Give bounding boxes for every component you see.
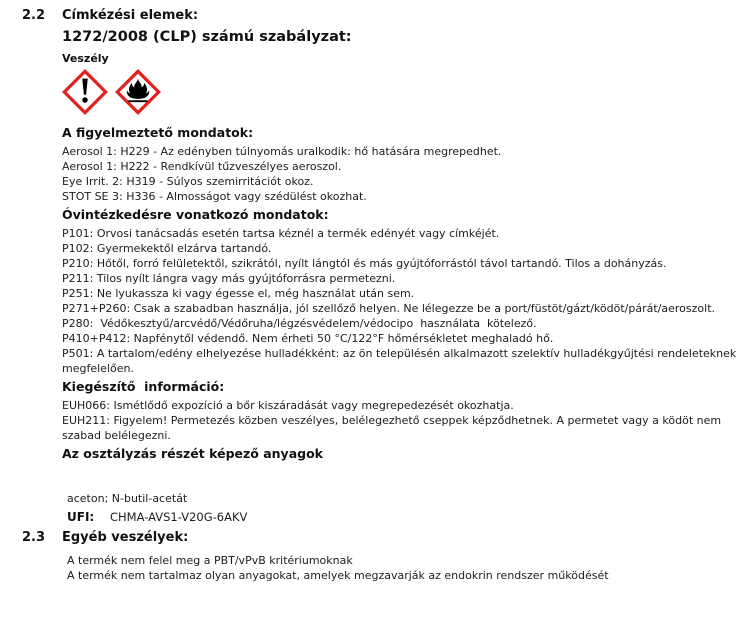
hazard-statement-h336: STOT SE 3: H336 - Almosságot vagy szédülést okozhat. xyxy=(62,190,367,203)
supplemental-info-heading: Kiegészítő információ: xyxy=(62,379,225,394)
precaution-statement-p271-p260: P271+P260: Csak a szabadban használja, jól szellőző helyen. Ne lélegezze be a port/füstöt/gázt/ködöt/párát/aeroszolt. xyxy=(62,302,716,315)
precaution-statements-heading: Óvintézkedésre vonatkozó mondatok: xyxy=(62,207,329,222)
section-2-2-number: 2.2 xyxy=(22,8,46,23)
ufi-code: CHMA-AVS1-V20G-6AKV xyxy=(110,510,248,524)
hazard-statement-h319: Eye Irrit. 2: H319 - Súlyos szemirritációt okoz. xyxy=(62,175,314,188)
hazard-statements xyxy=(62,144,754,204)
other-hazard-pbt: A termék nem felel meg a PBT/vPvB kritériumoknak xyxy=(67,554,353,567)
regulation-heading: 1272/2008 (CLP) számú szabályzat: xyxy=(62,29,352,45)
signal-word: Veszély xyxy=(62,52,109,65)
hazard-statements-heading: A figyelmeztető mondatok: xyxy=(62,125,254,140)
section-2-3-title: Egyéb veszélyek: xyxy=(62,530,189,545)
section-2-3-number: 2.3 xyxy=(22,530,46,545)
precaution-statement-p501: P501: A tartalom/edény elhelyezése hulladékként: az ön településén alkalmazott szelektív hulladékgyűjtési rendeleteknek megfelelően. xyxy=(62,347,740,375)
precaution-statement-p102: P102: Gyermekektől elzárva tartandó. xyxy=(62,242,272,255)
precaution-statement-p280: P280: Védőkesztyű/arcvédő/Védőruha/légzésvédelem/védocipo használata kötelező. xyxy=(62,317,537,330)
spacer xyxy=(62,465,754,491)
other-hazard-endocrine: A termék nem tartalmaz olyan anyagokat, amelyek megzavarják az endokrin rendszer működését xyxy=(67,569,609,582)
section-2-2-content xyxy=(62,29,754,524)
section-2-2-title: Címkézési elemek: xyxy=(62,8,199,23)
supplemental-statement-euh211: EUH211: Figyelem! Permetezés közben veszélyes, belélegezhető cseppek képződhetnek. A permetet vagy a ködöt nem szabad belélegezni. xyxy=(62,414,725,442)
hazard-statement-h222: Aerosol 1: H222 - Rendkívül tűzveszélyes aeroszol. xyxy=(62,160,342,173)
ufi-label: UFI: xyxy=(67,510,95,524)
section-2-2-heading xyxy=(22,8,756,23)
ghs07-exclamation-icon xyxy=(62,69,108,115)
hazard-statement-h229: Aerosol 1: H229 - Az edényben túlnyomás uralkodik: hő hatására megrepedhet. xyxy=(62,145,502,158)
section-2-3-content xyxy=(62,553,754,583)
classification-substances-heading: Az osztályzás részét képező anyagok xyxy=(62,446,323,461)
precaution-statement-p210: P210: Hőtől, forró felületektől, szikrától, nyílt lángtól és más gyújtóforrástól távol tartandó. Tilos a dohányzás. xyxy=(62,257,667,270)
precaution-statement-p211: P211: Tilos nyílt lángra vagy más gyújtóforrásra permetezni. xyxy=(62,272,396,285)
precaution-statements xyxy=(62,226,754,376)
precaution-statement-p410-p412: P410+P412: Napfénytől védendő. Nem érheti 50 °C/122°F hőmérsékletet meghaladó hő. xyxy=(62,332,554,345)
precaution-statement-p101: P101: Orvosi tanácsadás esetén tartsa kéznél a termék edényét vagy címkéjét. xyxy=(62,227,500,240)
ufi-row xyxy=(62,510,754,524)
supplemental-statement-euh066: EUH066: Ismétlődő expozíció a bőr kiszáradását vagy megrepedezését okozhatja. xyxy=(62,399,514,412)
ghs02-flame-icon xyxy=(115,69,161,115)
section-2-3-heading xyxy=(22,530,756,545)
classification-substances: aceton; N-butil-acetát xyxy=(67,492,188,505)
precaution-statement-p251: P251: Ne lyukassza ki vagy égesse el, még használat után sem. xyxy=(62,287,415,300)
supplemental-statements xyxy=(62,398,754,443)
ghs-pictograms xyxy=(62,69,754,115)
